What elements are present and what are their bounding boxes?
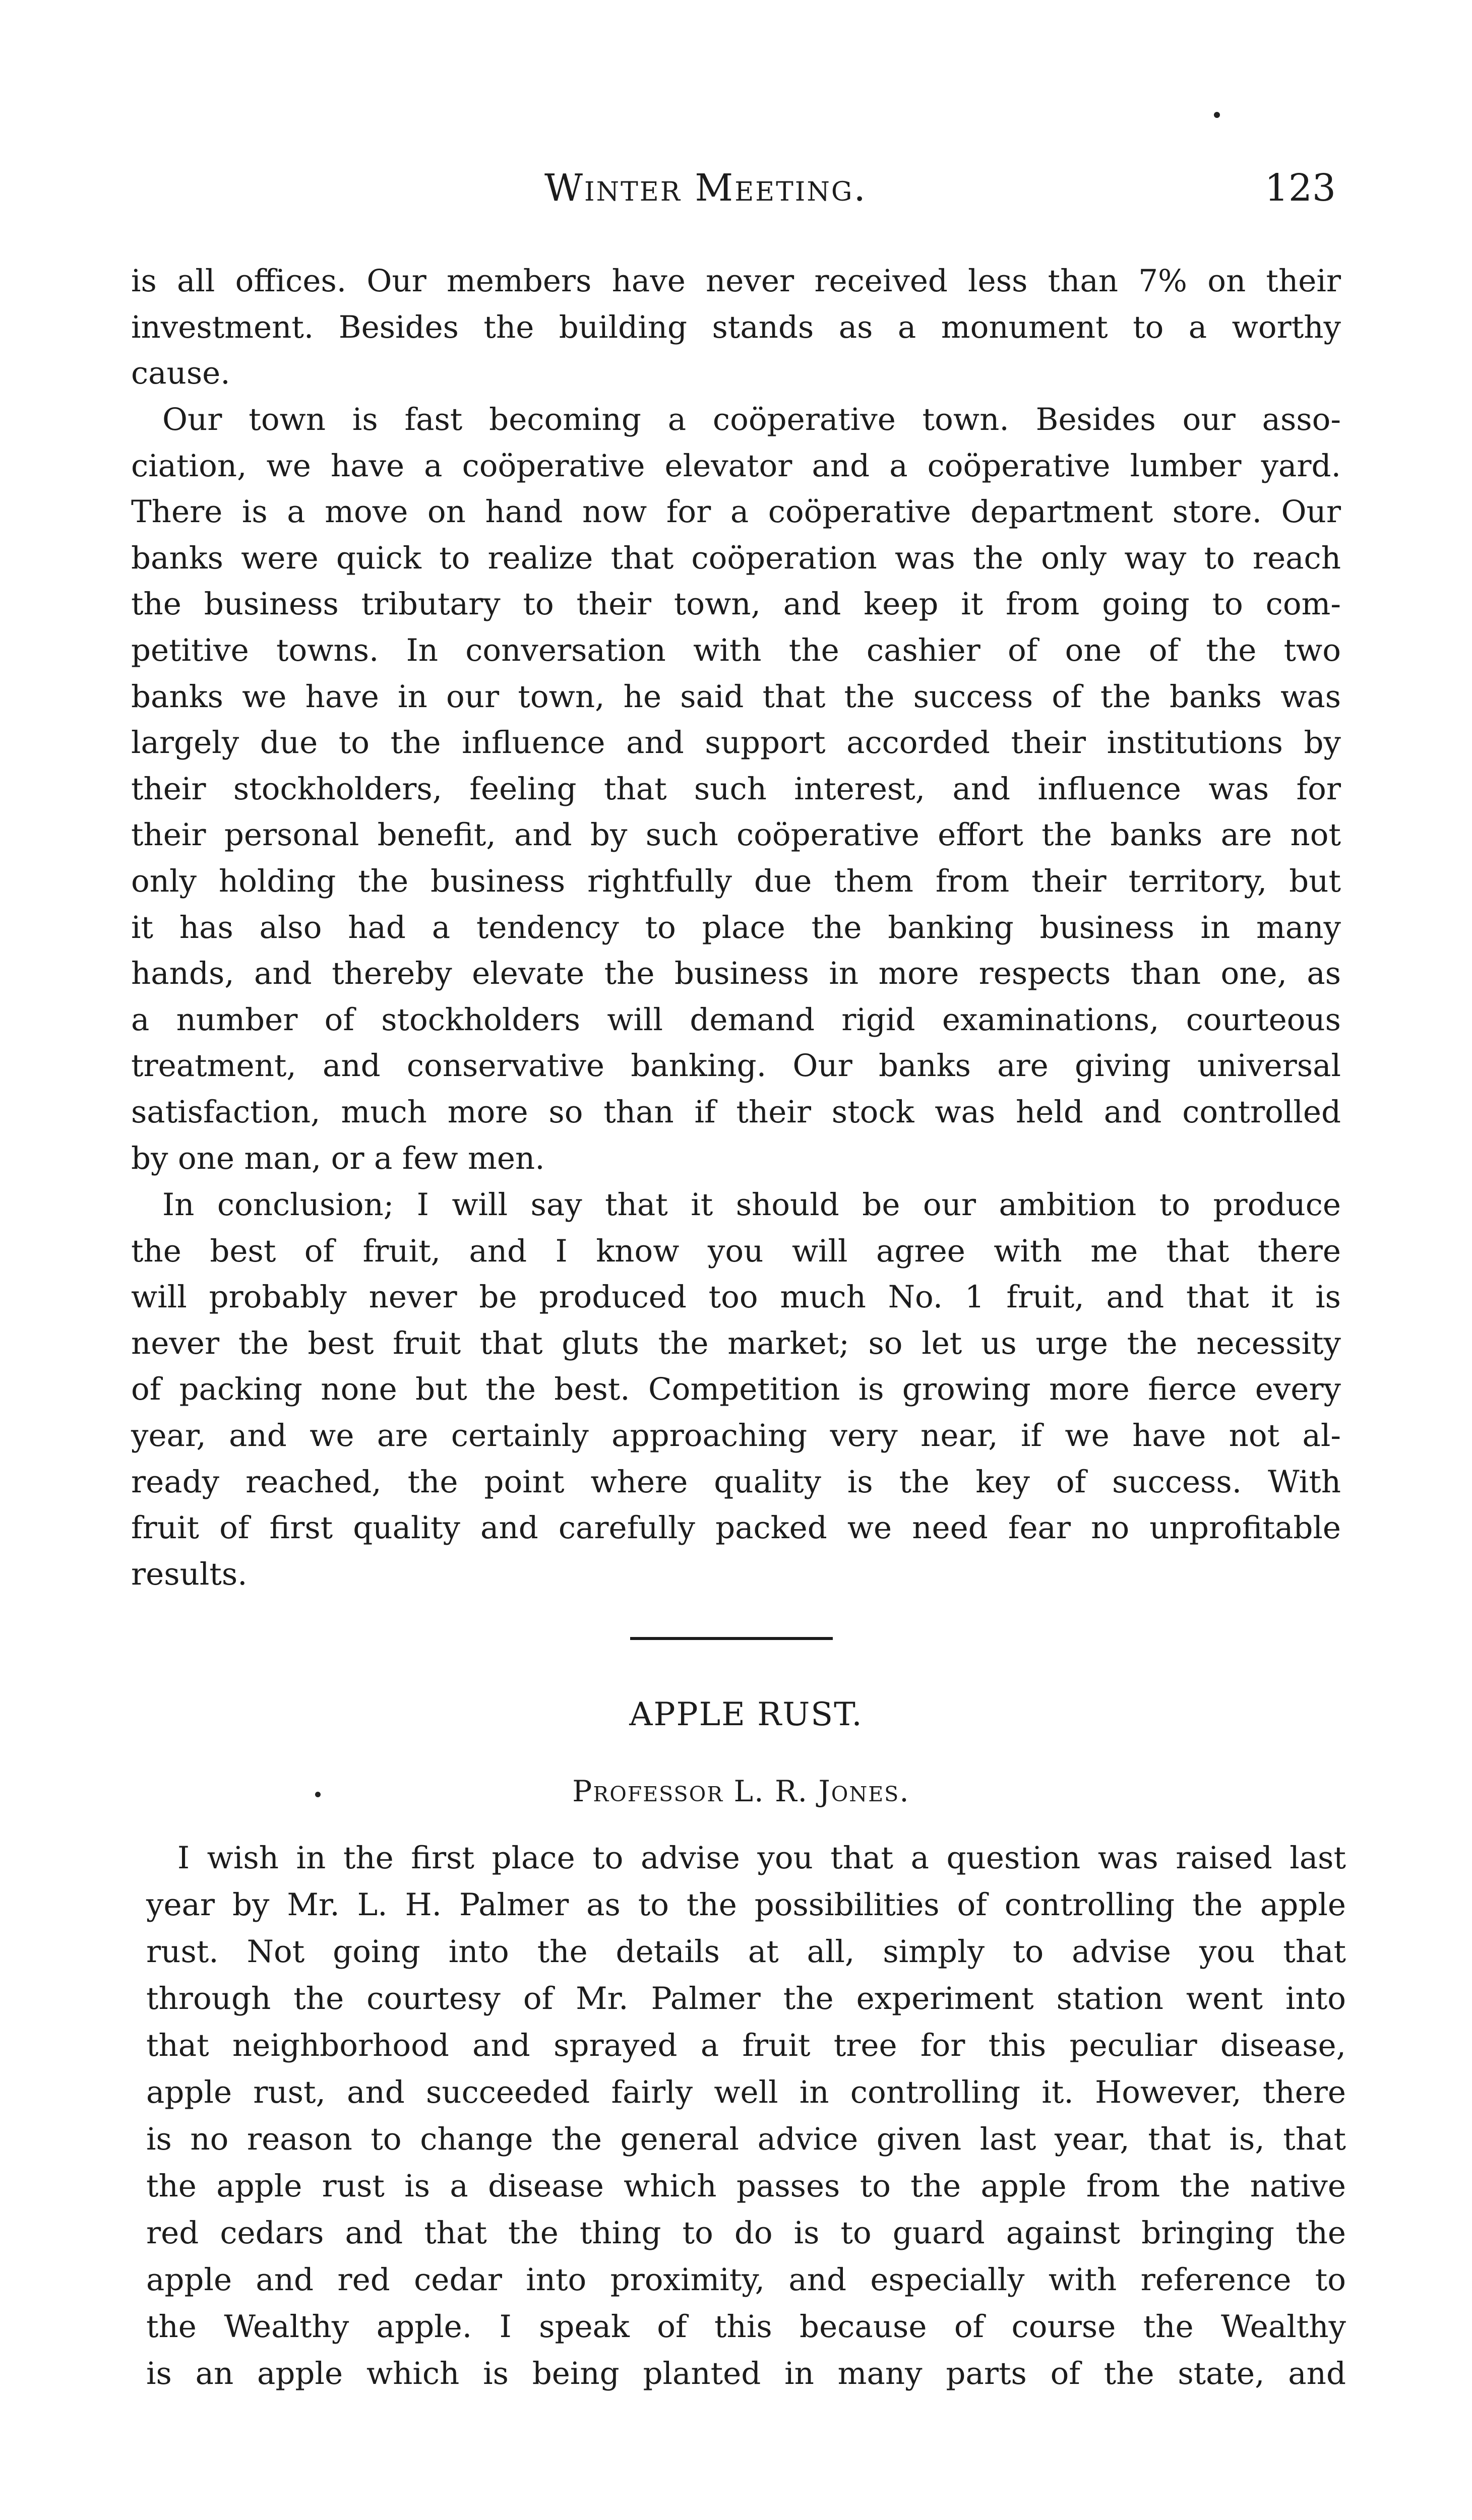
section-divider [630, 1637, 833, 1640]
section-title: APPLE RUST. [629, 1696, 863, 1733]
text-line: results. [131, 1556, 248, 1592]
text-line: is an apple which is being planted in many parts of the state, and [146, 2356, 1346, 2391]
text-line: will probably never be produced too much No. 1 fruit, and that it is [131, 1279, 1341, 1315]
text-line: red cedars and that the thing to do is to guard against bringing the [146, 2215, 1346, 2251]
text-line: the best of fruit, and I know you will agree with me that there [131, 1233, 1341, 1269]
text-line: treatment, and conservative banking. Our banks are giving universal [131, 1048, 1341, 1084]
text-line: In conclusion; I will say that it should be our ambition to produce [162, 1187, 1341, 1223]
text-line: never the best fruit that gluts the market; so let us urge the necessity [131, 1325, 1341, 1361]
apple-rust-paragraph [146, 1835, 1346, 2397]
text-line: the Wealthy apple. I speak of this because of course the Wealthy [146, 2309, 1346, 2345]
text-line: largely due to the influence and support accorded their institutions by [131, 725, 1341, 761]
text-line: a number of stockholders will demand rigid examinations, courteous [131, 1001, 1341, 1038]
text-line: it has also had a tendency to place the banking business in many [131, 909, 1341, 946]
text-line: fruit of first quality and carefully packed we need fear no unprofitable [131, 1510, 1341, 1546]
text-line: only holding the business rightfully due them from their territory, but [131, 863, 1341, 899]
text-line: their personal benefit, and by such coöperative effort the banks are not [131, 817, 1341, 853]
town-paragraph [131, 397, 1341, 1181]
text-line: apple and red cedar into proximity, and especially with reference to [146, 2262, 1346, 2298]
text-line: investment. Besides the building stands as a monument to a worthy [131, 309, 1341, 345]
text-line: satisfaction, much more so than if their stock was held and controlled [131, 1094, 1341, 1130]
text-line: year by Mr. L. H. Palmer as to the possibilities of controlling the apple [146, 1887, 1346, 1923]
text-line: banks we have in our town, he said that the success of the banks was [131, 678, 1341, 715]
text-line: year, and we are certainly approaching very near, if we have not al- [131, 1417, 1341, 1454]
text-line: is no reason to change the general advice given last year, that is, that [146, 2121, 1346, 2157]
text-line: I wish in the first place to advise you that a question was raised last [177, 1840, 1346, 1876]
text-line: of packing none but the best. Competition is growing more fierce every [131, 1371, 1341, 1408]
text-line: their stockholders, feeling that such interest, and influence was for [131, 771, 1341, 807]
conclusion-paragraph [131, 1182, 1341, 1597]
continuation-paragraph [131, 258, 1341, 397]
text-line: that neighborhood and sprayed a fruit tree for this peculiar disease, [146, 2028, 1346, 2063]
text-line: hands, and thereby elevate the business in more respects than one, as [131, 956, 1341, 992]
text-line: There is a move on hand now for a coöperative department store. Our [131, 494, 1341, 530]
text-line: petitive towns. In conversation with the cashier of one of the two [131, 632, 1341, 668]
text-line: Our town is fast becoming a coöperative town. Besides our asso- [162, 402, 1341, 437]
text-line: ready reached, the point where quality is the key of success. With [131, 1464, 1341, 1500]
text-line: through the courtesy of Mr. Palmer the experiment station went into [146, 1981, 1346, 2017]
running-head: Winter Meeting. [544, 166, 867, 210]
section-author: Professor L. R. Jones. [572, 1774, 910, 1808]
text-line: apple rust, and succeeded fairly well in controlling it. However, there [146, 2074, 1346, 2110]
text-line: rust. Not going into the details at all, simply to advise you that [146, 1934, 1346, 1970]
text-line: ciation, we have a coöperative elevator and a coöperative lumber yard. [131, 448, 1341, 484]
text-line: by one man, or a few men. [131, 1140, 545, 1176]
text-line: is all offices. Our members have never received less than 7% on their [131, 263, 1341, 299]
text-line: cause. [131, 355, 230, 392]
print-speck [1214, 112, 1220, 118]
page-number: 123 [1264, 166, 1336, 210]
text-line: the business tributary to their town, and keep it from going to com- [131, 586, 1341, 622]
text-line: the apple rust is a disease which passes to the apple from the native [146, 2168, 1346, 2204]
text-line: banks were quick to realize that coöperation was the only way to reach [131, 540, 1341, 576]
